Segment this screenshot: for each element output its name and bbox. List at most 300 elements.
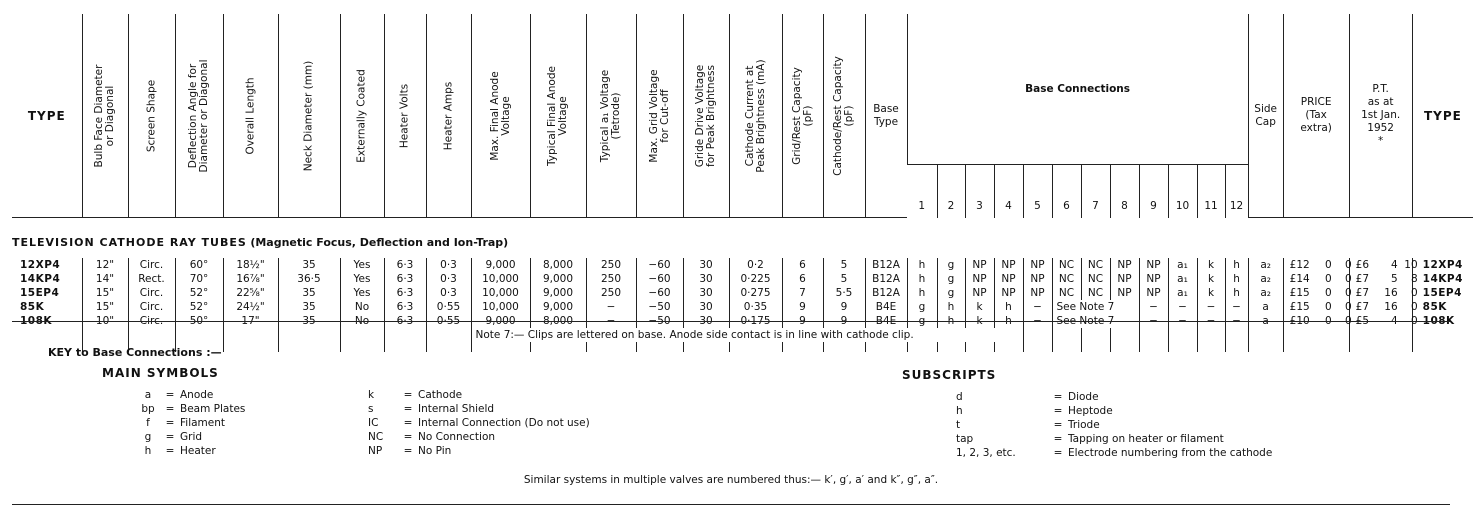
cell-base-type: B12A	[865, 272, 907, 286]
pin-number: 9	[1139, 164, 1168, 218]
pt-part: 0	[1410, 301, 1418, 313]
table-row	[12, 286, 1473, 300]
cell-type: 12XP4	[20, 259, 61, 271]
key-symbol: t	[956, 419, 961, 431]
pin-number: 8	[1110, 164, 1139, 218]
price-part: 0	[1344, 301, 1352, 313]
header-neck-diameter: Neck Diameter (mm)	[302, 60, 315, 171]
pt-part: 0	[1410, 287, 1418, 299]
key-equals: =	[403, 389, 413, 401]
key-entry	[368, 402, 590, 416]
cell-type: 14KP4	[20, 273, 61, 285]
cell-pt	[1349, 286, 1418, 300]
cell-see-note: See Note 7	[1052, 300, 1139, 314]
cell-pin: NP	[994, 258, 1023, 272]
key-entry	[956, 418, 1272, 432]
tube-table	[12, 14, 1473, 352]
key-symbol: d	[956, 391, 963, 403]
cell-deflection: 50°	[175, 314, 223, 328]
pt-part: 8	[1410, 273, 1418, 285]
price-part: 0	[1344, 287, 1352, 299]
header-max-anode: Max. Final Anode Voltage	[488, 70, 512, 161]
key-symbol: h	[956, 405, 963, 417]
cell-type: 15EP4	[20, 287, 60, 299]
cell-typical-anode: 9,000	[530, 272, 586, 286]
cell-pt	[1349, 272, 1418, 286]
main-symbols-heading: MAIN SYMBOLS	[102, 366, 219, 380]
header-type-right: TYPE	[1412, 14, 1473, 218]
header-side-cap: Side Cap	[1248, 14, 1283, 218]
cell-pin: NP	[1023, 286, 1052, 300]
key-equals: =	[165, 417, 175, 429]
header-type: TYPE	[12, 14, 82, 218]
cell-pin: −	[1225, 300, 1248, 314]
pin-number: 7	[1081, 164, 1110, 218]
cell-typical-anode: 9,000	[530, 286, 586, 300]
cell-bulb: 12"	[82, 258, 128, 272]
cell-screen: Circ.	[128, 300, 175, 314]
cell-pin: −	[1197, 300, 1225, 314]
cell-side-cap: a₂	[1248, 286, 1283, 300]
header-price: PRICE (Tax extra)	[1283, 14, 1349, 218]
cell-side-cap: a	[1248, 314, 1283, 328]
key-equals: =	[403, 431, 413, 443]
cell-grid-drive: 30	[683, 286, 729, 300]
header-heater-volts: Heater Volts	[398, 83, 411, 148]
key-entry	[368, 444, 590, 458]
key-description: Internal Connection (Do not use)	[418, 417, 590, 429]
cell-base-type: B4E	[865, 300, 907, 314]
key-symbol: bp	[141, 403, 155, 415]
pin-number: 1	[918, 199, 926, 212]
cell-pin: g	[937, 272, 965, 286]
header-grid-drive: Gride Drive Voltage for Peak Brightness	[694, 64, 717, 167]
cell-heater-volts: 6·3	[384, 258, 426, 272]
cell-cathode-capacity: 5·5	[823, 286, 865, 300]
pt-part: 16	[1384, 287, 1398, 299]
cell-pin: NP	[1023, 272, 1052, 286]
cell-typical-a1: −	[586, 300, 636, 314]
cell-length: 18½"	[223, 258, 278, 272]
header-row	[12, 14, 1473, 164]
cell-pin: NC	[1081, 272, 1110, 286]
header-max-grid: Max. Grid Voltage for Cut-off	[647, 68, 671, 163]
header-pt: P.T. as at 1st Jan. 1952 *	[1349, 14, 1412, 218]
cell-pin: NC	[1052, 272, 1081, 286]
key-equals: =	[403, 417, 413, 429]
cell-typical-anode: 8,000	[530, 258, 586, 272]
key-equals: =	[165, 403, 175, 415]
cell-cathode-current: 0·175	[729, 314, 782, 328]
key-description: Heater	[180, 445, 216, 457]
cell-price	[1283, 286, 1352, 300]
main-symbols-list-1	[136, 388, 245, 458]
section-title: TELEVISION CATHODE RAY TUBES	[12, 236, 247, 249]
cell-pin: −	[1225, 314, 1248, 328]
cell-grid-capacity: 9	[782, 314, 823, 328]
cell-pin: h	[1225, 258, 1248, 272]
key-entry	[956, 404, 1272, 418]
cell-pin: h	[1225, 272, 1248, 286]
cell-typical-a1: −	[586, 314, 636, 328]
key-entry	[136, 402, 245, 416]
cell-type-right: 85K	[1412, 300, 1473, 314]
cell-pin: h	[937, 300, 965, 314]
cell-pin: h	[1225, 286, 1248, 300]
cell-typical-a1: 250	[586, 286, 636, 300]
key-symbol: IC	[368, 417, 379, 429]
key-entry	[368, 430, 590, 444]
cell-pin: h	[907, 258, 937, 272]
header-grid-rest: Grid/Rest Capacity (pF)	[790, 66, 814, 165]
cell-side-cap: a	[1248, 300, 1283, 314]
cell-neck: 35	[278, 314, 340, 328]
cell-pin: a₁	[1168, 272, 1197, 286]
cell-typical-anode: 9,000	[530, 300, 586, 314]
pin-number: 3	[965, 164, 994, 218]
cell-grid-capacity: 6	[782, 272, 823, 286]
cell-pin: NC	[1081, 258, 1110, 272]
price-part: £10	[1289, 315, 1310, 327]
key-symbol: tap	[956, 433, 974, 445]
key-description: Cathode	[418, 389, 463, 401]
cell-typical-a1: 250	[586, 258, 636, 272]
cell-pin: NP	[965, 272, 994, 286]
cell-pin: NC	[1052, 286, 1081, 300]
header-base-connections: Base Connections	[907, 14, 1248, 164]
cell-pin: a₁	[1168, 286, 1197, 300]
key-entry	[136, 388, 245, 402]
key-description: Tapping on heater or filament	[1068, 433, 1224, 445]
cell-price	[1283, 258, 1352, 272]
key-symbol: h	[144, 445, 152, 457]
price-part: £12	[1289, 259, 1310, 271]
section-heading	[12, 218, 1473, 259]
cell-type-right: 14KP4	[1412, 272, 1473, 286]
cell-grid-cutoff: −50	[636, 314, 683, 328]
cell-bulb: 15"	[82, 300, 128, 314]
key-equals: =	[165, 431, 175, 443]
pin-number: 2	[937, 164, 965, 218]
cell-pin: −	[1139, 300, 1168, 314]
cell-grid-cutoff: −60	[636, 258, 683, 272]
cell-cathode-current: 0·2	[729, 258, 782, 272]
key-description: Electrode numbering from the cathode	[1068, 447, 1273, 459]
key-symbol: k	[368, 389, 375, 401]
cell-grid-cutoff: −60	[636, 272, 683, 286]
pin-number: 10	[1168, 164, 1197, 218]
header-overall-length: Overall Length	[244, 76, 256, 155]
price-part: 0	[1324, 315, 1332, 327]
key-equals: =	[1053, 391, 1063, 403]
key-entry	[368, 416, 590, 430]
cell-pin: −	[1023, 314, 1052, 328]
key-description: No Connection	[418, 431, 496, 443]
cell-pin: NP	[1110, 258, 1139, 272]
cell-heater-amps: 0·3	[426, 258, 471, 272]
cell-pin: −	[1139, 314, 1168, 328]
cell-pin: NP	[965, 286, 994, 300]
price-part: £14	[1289, 273, 1310, 285]
cell-cathode-capacity: 9	[823, 300, 865, 314]
key-description: Heptode	[1068, 405, 1113, 417]
price-part: £15	[1289, 301, 1310, 313]
cell-pin: h	[994, 300, 1023, 314]
key-entry	[956, 390, 1272, 404]
cell-side-cap: a₂	[1248, 272, 1283, 286]
cell-pin: NP	[965, 258, 994, 272]
cell-pin: k	[965, 314, 994, 328]
main-symbols-list-2	[368, 388, 590, 458]
cell-coated: No	[340, 300, 384, 314]
key-description: Diode	[1068, 391, 1099, 403]
key-entry	[956, 432, 1272, 446]
price-part: £15	[1289, 287, 1310, 299]
cell-deflection: 70°	[175, 272, 223, 286]
key-equals: =	[1053, 405, 1063, 417]
key-equals: =	[1053, 433, 1063, 445]
table-row	[12, 258, 1473, 272]
price-part: 0	[1344, 259, 1352, 271]
cell-bulb: 10"	[82, 314, 128, 328]
key-description: Internal Shield	[418, 403, 495, 415]
cell-pin: NC	[1081, 286, 1110, 300]
cell-length: 24½"	[223, 300, 278, 314]
header-cathode-rest: Cathode/Rest Capacity (pF)	[832, 55, 855, 176]
pt-part: 10	[1404, 259, 1418, 271]
cell-max-anode: 10,000	[471, 272, 530, 286]
cell-pin: k	[1197, 286, 1225, 300]
header-deflection: Deflection Angle for Diameter or Diagonal	[187, 59, 210, 172]
cell-screen: Circ.	[128, 258, 175, 272]
pin-number: 11	[1197, 164, 1225, 218]
cell-heater-amps: 0·55	[426, 300, 471, 314]
cell-deflection: 52°	[175, 300, 223, 314]
cell-heater-volts: 6·3	[384, 272, 426, 286]
header-externally-coated: Externally Coated	[355, 68, 368, 163]
cell-length: 16⅞"	[223, 272, 278, 286]
price-part: 0	[1324, 287, 1332, 299]
key-footer-note: Similar systems in multiple valves are numbered thus:— k′, g′, a′ and k″, g″, a″.	[523, 474, 939, 486]
price-part: 0	[1344, 273, 1352, 285]
cell-type-right: 15EP4	[1412, 286, 1473, 300]
cell-type: 85K	[20, 301, 45, 313]
cell-length: 22⅝"	[223, 286, 278, 300]
cell-pin: NP	[994, 286, 1023, 300]
cell-max-anode: 10,000	[471, 286, 530, 300]
key-title: KEY to Base Connections :—	[48, 346, 222, 359]
pin-number: 12	[1225, 164, 1248, 218]
cell-base-type: B4E	[865, 314, 907, 328]
cell-screen: Rect.	[128, 272, 175, 286]
cell-pin: h	[907, 272, 937, 286]
cell-heater-volts: 6·3	[384, 300, 426, 314]
cell-pin: −	[1168, 300, 1197, 314]
cell-pin: h	[994, 314, 1023, 328]
cell-price	[1283, 300, 1352, 314]
pt-part: £5	[1355, 315, 1370, 327]
pin-number: 6	[1052, 164, 1081, 218]
cell-grid-capacity: 9	[782, 300, 823, 314]
key-entry	[136, 430, 245, 444]
key-symbol: f	[146, 417, 150, 429]
key-description: Beam Plates	[180, 403, 246, 415]
pt-part: £7	[1355, 301, 1370, 313]
price-part: 0	[1324, 259, 1332, 271]
key-entry	[368, 388, 590, 402]
cell-pin: NP	[1139, 272, 1168, 286]
cell-bulb: 15"	[82, 286, 128, 300]
cell-pin: NP	[994, 272, 1023, 286]
pt-part: £7	[1355, 273, 1370, 285]
cell-pin: h	[937, 314, 965, 328]
cell-type-right: 12XP4	[1412, 258, 1473, 272]
cell-heater-amps: 0·3	[426, 272, 471, 286]
cell-cathode-current: 0·35	[729, 300, 782, 314]
cell-length: 17"	[223, 314, 278, 328]
pt-part: £6	[1355, 259, 1370, 271]
cell-type: 108K	[20, 315, 53, 327]
header-base-type: Base Type	[865, 14, 907, 218]
price-part: 0	[1344, 315, 1352, 327]
cell-pin: g	[937, 258, 965, 272]
cell-base-type: B12A	[865, 258, 907, 272]
cell-pt	[1349, 300, 1418, 314]
pin-number: 4	[994, 164, 1023, 218]
cell-pin: NP	[1139, 258, 1168, 272]
section-subtitle: (Magnetic Focus, Deflection and Ion-Trap)	[250, 236, 509, 249]
cell-coated: Yes	[340, 286, 384, 300]
header-typical-anode: Typical Final Anode Voltage	[546, 65, 569, 166]
cell-pin: g	[907, 300, 937, 314]
cell-grid-cutoff: −50	[636, 300, 683, 314]
header-heater-amps: Heater Amps	[442, 81, 454, 150]
key-description: Filament	[180, 417, 226, 429]
key-description: Anode	[180, 389, 214, 401]
key-equals: =	[165, 389, 175, 401]
cell-neck: 35	[278, 286, 340, 300]
cell-grid-drive: 30	[683, 300, 729, 314]
cell-pin: NP	[1110, 286, 1139, 300]
cell-heater-volts: 6·3	[384, 314, 426, 328]
cell-grid-capacity: 6	[782, 258, 823, 272]
cell-typical-a1: 250	[586, 272, 636, 286]
key-symbol: NP	[368, 445, 383, 457]
cell-pin: k	[1197, 258, 1225, 272]
cell-heater-amps: 0·3	[426, 286, 471, 300]
header-typical-a1: Typical a₁ Voltage (Tetrode)	[599, 69, 622, 162]
cell-base-type: B12A	[865, 286, 907, 300]
header-cathode-current: Cathode Current at Peak Brightness (mA)	[743, 58, 767, 173]
cell-bulb: 14"	[82, 272, 128, 286]
cell-deflection: 60°	[175, 258, 223, 272]
cell-pin: k	[1197, 272, 1225, 286]
key-symbol: s	[368, 403, 374, 415]
key-symbol: NC	[368, 431, 384, 443]
cell-price	[1283, 272, 1352, 286]
cell-pin: NC	[1052, 258, 1081, 272]
key-section	[12, 321, 1450, 505]
cell-max-anode: 9,000	[471, 314, 530, 328]
cell-grid-drive: 30	[683, 272, 729, 286]
cell-grid-capacity: 7	[782, 286, 823, 300]
cell-pin: h	[907, 286, 937, 300]
key-description: No Pin	[418, 445, 452, 457]
cell-neck: 35	[278, 300, 340, 314]
pin-number: 5	[1023, 164, 1052, 218]
cell-pin: NP	[1023, 258, 1052, 272]
cell-see-note: See Note 7	[1052, 314, 1139, 328]
cell-coated: Yes	[340, 258, 384, 272]
pt-part: 4	[1390, 259, 1398, 271]
cell-pin: NP	[1110, 272, 1139, 286]
cell-cathode-current: 0·275	[729, 286, 782, 300]
header-bulb: Bulb Face Diameter or Diagonal	[93, 64, 116, 167]
cell-coated: Yes	[340, 272, 384, 286]
pt-part: 5	[1390, 273, 1398, 285]
cell-grid-cutoff: −60	[636, 286, 683, 300]
cell-grid-drive: 30	[683, 314, 729, 328]
section-row	[12, 218, 1473, 259]
cell-pin: a₁	[1168, 258, 1197, 272]
cell-neck: 35	[278, 258, 340, 272]
note-7: Note 7:— Clips are lettered on base. Anode side contact is in line with cathode clip.	[471, 328, 1023, 342]
cell-pin: −	[1197, 314, 1225, 328]
key-entry	[136, 444, 245, 458]
cell-heater-amps: 0·55	[426, 314, 471, 328]
price-part: 0	[1324, 301, 1332, 313]
cell-pin: g	[907, 314, 937, 328]
cell-pin: k	[965, 300, 994, 314]
pt-part: 4	[1390, 315, 1398, 327]
cell-deflection: 52°	[175, 286, 223, 300]
cell-heater-volts: 6·3	[384, 286, 426, 300]
key-equals: =	[165, 445, 175, 457]
subscripts-list	[956, 390, 1272, 460]
cell-pin: −	[1168, 314, 1197, 328]
cell-max-anode: 10,000	[471, 300, 530, 314]
table-row	[12, 272, 1473, 286]
key-equals: =	[1053, 447, 1063, 459]
cell-cathode-capacity: 9	[823, 314, 865, 328]
key-equals: =	[403, 403, 413, 415]
cell-cathode-capacity: 5	[823, 272, 865, 286]
pt-part: £7	[1355, 287, 1370, 299]
cell-type-right: 108K	[1412, 314, 1473, 328]
cell-max-anode: 9,000	[471, 258, 530, 272]
header-screen-shape: Screen Shape	[145, 79, 157, 152]
key-symbol: g	[144, 431, 152, 443]
cell-typical-anode: 8,000	[530, 314, 586, 328]
pt-part: 0	[1410, 315, 1418, 327]
cell-pt	[1349, 258, 1418, 272]
cell-coated: No	[340, 314, 384, 328]
cell-pin: g	[937, 286, 965, 300]
subscripts-heading: SUBSCRIPTS	[902, 368, 997, 382]
key-entry	[136, 416, 245, 430]
cell-cathode-capacity: 5	[823, 258, 865, 272]
cell-pin: −	[1023, 300, 1052, 314]
cell-grid-drive: 30	[683, 258, 729, 272]
cell-screen: Circ.	[128, 314, 175, 328]
cell-neck: 36·5	[278, 272, 340, 286]
cell-pin: NP	[1139, 286, 1168, 300]
key-equals: =	[1053, 419, 1063, 431]
cell-cathode-current: 0·225	[729, 272, 782, 286]
key-description: Grid	[180, 431, 203, 443]
key-description: Triode	[1068, 419, 1100, 431]
cell-screen: Circ.	[128, 286, 175, 300]
